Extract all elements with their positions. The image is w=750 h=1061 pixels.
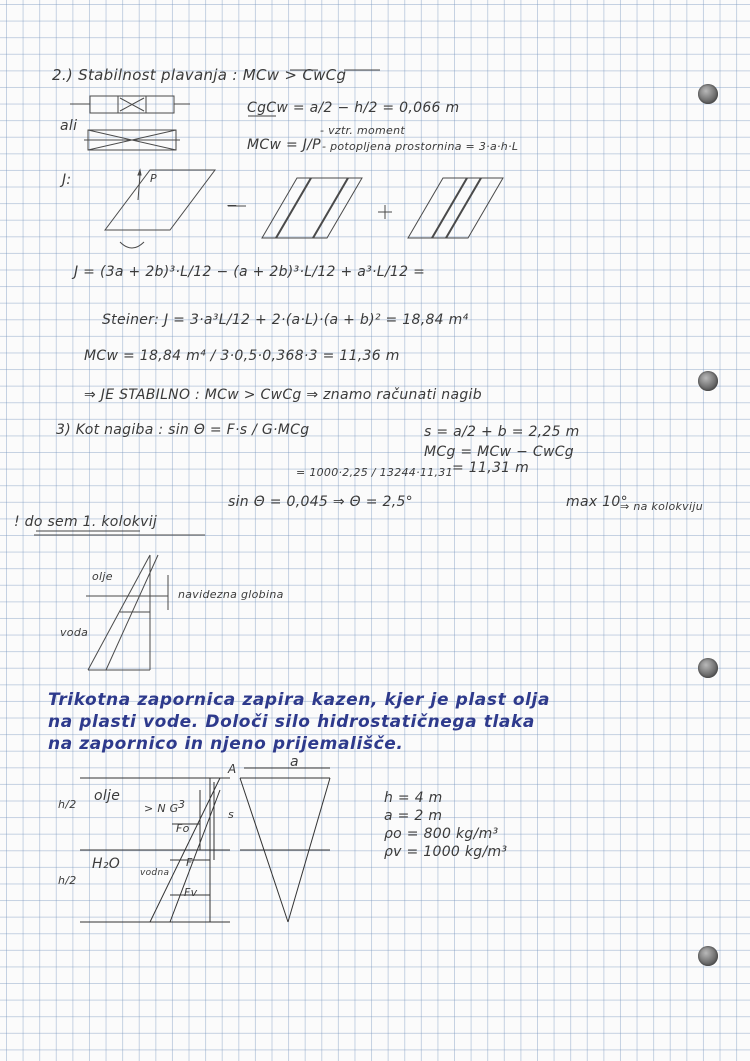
cgcw-equation: CgCw = a/2 − h/2 = 0,066 m [247,100,460,116]
parallelogram-sketches [105,170,503,248]
task-line: na plasti vode. Določi silo hidrostatičnega tlaka [48,712,535,732]
gate-h2o-label: H₂O [92,856,121,872]
na-kolokviju-note: ⇒ na kolokviju [620,500,703,513]
j-formula: J = (3a + 2b)³·L/12 − (a + 2b)³·L/12 + a³·L/12 = [74,264,426,280]
section-2-heading: 2.) Stabilnost plavanja : MCw > CwCg [52,66,347,84]
do-sem-note: ! do sem 1. kolokvij [14,514,158,530]
ali-label: ali [60,118,78,134]
steiner-formula: Steiner: J = 3·a³L/12 + 2·(a·L)·(a + b)² = 18,84 m⁴ [102,312,469,328]
pontoon-sketch [70,96,190,150]
sin-result: sin Θ = 0,045 ⇒ Θ = 2,5° [228,494,413,510]
given-a: a = 2 m [384,808,443,824]
p-label: P [150,172,157,185]
dim-3-label: 3 [178,798,186,811]
vztr-note: - vztr. moment [320,124,405,137]
task-line: na zapornico in njeno prijemališče. [48,734,404,754]
mcg-value: = 11,31 m [452,460,530,476]
stabilno-line: ⇒ JE STABILNO : MCw > CwCg ⇒ znamo računati nagib [84,387,482,403]
mcw-definition: MCw = J/P [247,137,321,153]
given-rho-water: ρv = 1000 kg/m³ [384,844,508,860]
j-label: J: [62,172,72,188]
point-a: A [228,762,237,776]
voda-label: voda [60,626,89,639]
pressure-diagram [34,535,205,670]
force-fv: Fv [184,886,198,899]
force-f: F [186,856,193,869]
h-half-upper: h/2 [58,798,77,811]
mcg-equation: MCg = MCw − CwCg [424,444,574,460]
s-equation: s = a/2 + b = 2,25 m [424,424,580,440]
navidezna-label: navidezna globina [178,588,284,601]
angle-calc: = 1000·2,25 / 13244·11,31 [296,466,453,479]
gate-olje-label: olje [94,788,121,804]
h-half-lower: h/2 [58,874,77,887]
given-rho-oil: ρo = 800 kg/m³ [384,826,499,842]
olje-label: olje [92,570,113,583]
minus-sign: − [226,198,239,214]
pot-note: - potopljena prostornina = 3·a·h·L [322,140,519,153]
force-fo: Fo [176,822,190,835]
vertical-label: vodna [140,868,170,878]
dim-a: a [290,754,299,770]
dim-s-label: s [228,808,235,821]
mcw-calc: MCw = 18,84 m⁴ / 3·0,5·0,368·3 = 11,36 m [84,348,400,364]
given-h: h = 4 m [384,790,443,806]
task-line: Trikotna zapornica zapira kazen, kjer je plast olja [48,690,551,710]
dng-label: > N G [144,802,179,815]
max-angle: max 10° [566,494,628,510]
section-3-heading: 3) Kot nagiba : sin Θ = F·s / G·MCg [56,422,310,438]
